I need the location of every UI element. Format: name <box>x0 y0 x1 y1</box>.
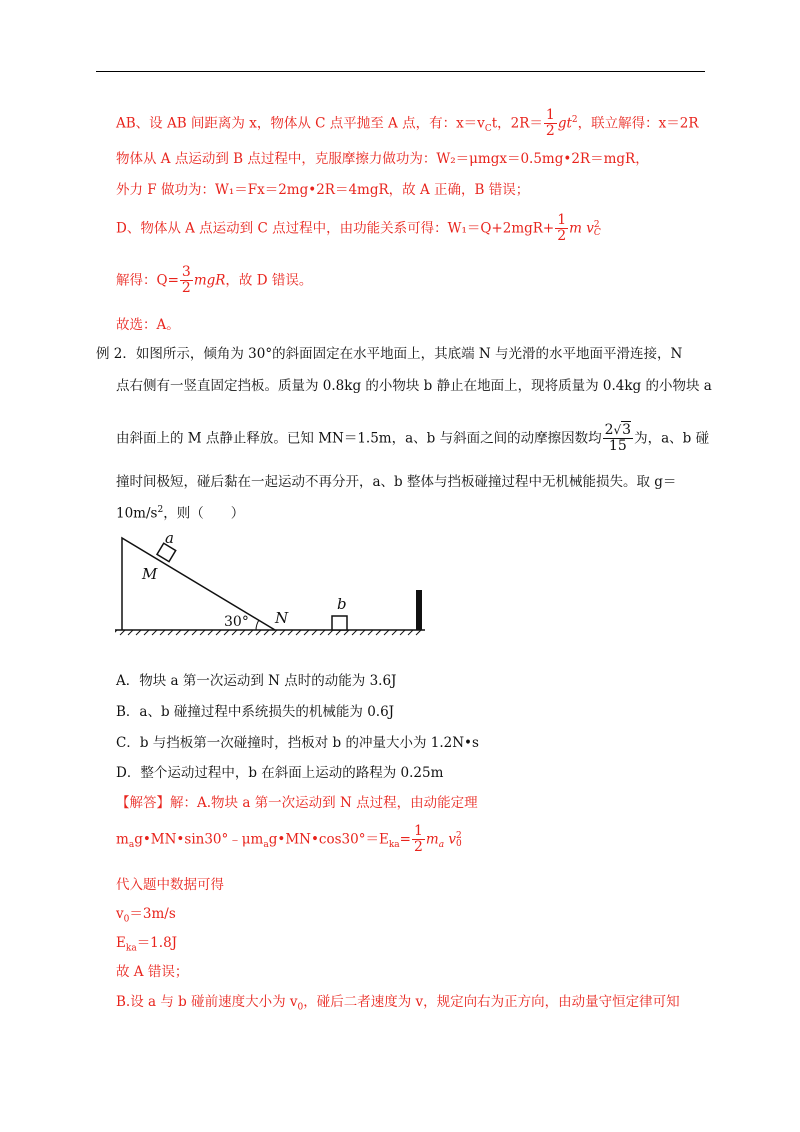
example2-line-4: 撞时间极短，碰后黏在一起运动不再分开，a、b 整体与挡板碰撞过程中无机械能损失。取 g＝ <box>116 474 677 490</box>
option-b: B．a、b 碰撞过程中系统损失的机械能为 0.6J <box>116 704 395 720</box>
answer-line-a-wrong: 故 A 错误； <box>116 964 189 980</box>
label-angle: 30° <box>224 614 249 630</box>
answer-line-eka: $E_{ka}=1.8J$ <box>116 935 178 954</box>
block-b <box>332 616 347 630</box>
solution-line-2: 物体从 A 点运动到 B 点过程中，克服摩擦力做功为：W₂＝μmgx＝0.5mg•2R＝mgR， <box>116 151 649 167</box>
answer-line-substitute: 代入题中数据可得 <box>116 877 224 893</box>
answer-line-b: B.设 a 与 b 碰前速度大小为 $v_0$，碰后二者速度为 v，规定向右为正方向，由动量守恒定律可知 <box>116 994 680 1013</box>
label-M: M <box>142 565 158 583</box>
ground <box>115 630 425 635</box>
answer-line-v0: $v_0=3m/s$ <box>116 906 176 925</box>
answer-heading: 【解答】解：A.物块 a 第一次运动到 N 点过程，由动能定理 <box>116 795 478 811</box>
example2-line-1: 例 2．如图所示，倾角为 30°的斜面固定在水平地面上，其底端 N 与光滑的水平地面平滑连接，N <box>96 346 683 362</box>
solution-line-4: D、物体从 A 点运动到 C 点过程中，由功能关系可得：W₁＝Q+2mgR+ $\frac{1}{2}$ m v 2 C <box>116 212 601 245</box>
option-a: A．物块 a 第一次运动到 N 点时的动能为 3.6J <box>116 673 397 689</box>
label-N: N <box>275 609 289 627</box>
example2-line-3: 由斜面上的 M 点静止释放。已知 MN＝1.5m，a、b 与斜面之间的动摩擦因数均 $\frac{2√3}{15}$ 为，a、b 碰 <box>116 422 710 455</box>
option-d: D．整个运动过程中，b 在斜面上运动的路程为 0.25m <box>116 765 444 781</box>
header-rule <box>96 71 705 72</box>
label-b: b <box>337 595 347 613</box>
incline <box>122 538 275 630</box>
example2-line-2: 点右侧有一竖直固定挡板。质量为 0.8kg 的小物块 b 静止在地面上，现将质量为 0.4kg 的小物块 a <box>116 378 712 394</box>
example2-line-5: $10m/s^2$，则（ ） <box>116 505 245 522</box>
incline-figure <box>115 530 435 642</box>
solution-line-3: 外力 F 做功为：W₁＝Fx＝2mg•2R＝4mgR，故 A 正确，B 错误； <box>116 182 530 198</box>
solution-conclusion: 故选：A。 <box>116 317 180 333</box>
label-a: a <box>165 530 174 547</box>
barrier-wall <box>416 590 422 630</box>
answer-equation-1: $m_ag•MN•\sin 30^\circ﹣\mu m_ag•MN•\cos 30^\circ=E_{ka}=$ $\frac{1}{2}$ $m_a$ v 2 0 <box>116 823 462 856</box>
option-c: C．b 与挡板第一次碰撞时，挡板对 b 的冲量大小为 1.2N•s <box>116 735 479 751</box>
solution-line-5: 解得：Q= $\frac{3}{2}$ mgR，故 D 错误。 <box>116 264 313 297</box>
solution-line-1: AB、设 AB 间距离为 x，物体从 C 点平抛至 A 点，有：$x=v_Ct$，2R＝ $\frac{1}{2}$ $gt^2$，联立解得：x＝2R <box>116 107 699 140</box>
